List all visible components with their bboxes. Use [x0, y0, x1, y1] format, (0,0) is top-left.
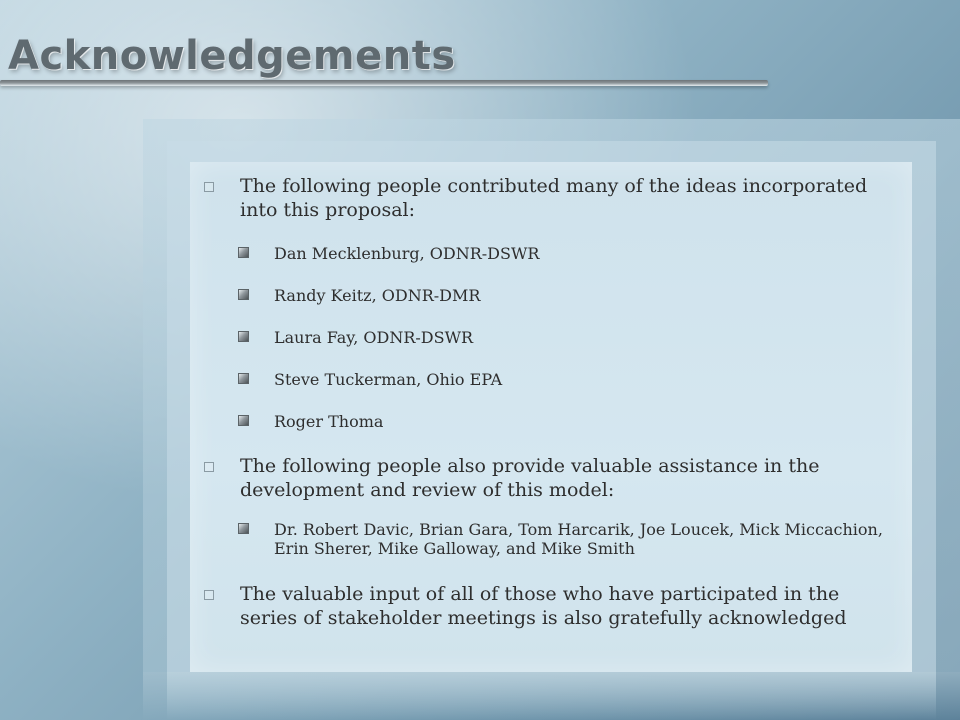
bullet-text: The following people also provide valuable assistance in the development and review of this model: [240, 455, 820, 501]
slide-title: Acknowledgements [8, 33, 456, 79]
bullet-text: The valuable input of all of those who have participated in the series of stakeholder meetings is also gratefully acknowledged [240, 583, 847, 629]
sub-bullet-item [190, 412, 902, 431]
title-underline [0, 80, 768, 86]
sub-bullet-item [190, 244, 902, 263]
bullet-text: The following people contributed many of the ideas incorporated into this proposal: [240, 175, 868, 221]
square-bullet-icon [204, 590, 214, 600]
sub-bullet-item [190, 286, 902, 305]
beveled-square-bullet-icon [238, 415, 249, 426]
assistant-names: Dr. Robert Davic, Brian Gara, Tom Harcarik, Joe Loucek, Mick Miccachion, Erin Sherer, Mike Galloway, and Mike Smith [274, 520, 883, 558]
sub-bullet-item [190, 328, 902, 347]
contributor-name: Randy Keitz, ODNR-DMR [274, 286, 481, 305]
bullet-point-assistance [190, 454, 902, 502]
beveled-square-bullet-icon [238, 289, 249, 300]
content-panel [190, 162, 912, 672]
bullet-point-stakeholders [190, 582, 902, 630]
square-bullet-icon [204, 462, 214, 472]
frame-reflection-bar [167, 672, 936, 720]
frame-reflection [143, 672, 960, 720]
bullet-point-contributors [190, 174, 902, 222]
beveled-square-bullet-icon [238, 247, 249, 258]
contributor-name: Roger Thoma [274, 412, 384, 431]
sub-bullet-item [190, 520, 902, 558]
contributor-name: Dan Mecklenburg, ODNR-DSWR [274, 244, 540, 263]
contributor-name: Steve Tuckerman, Ohio EPA [274, 370, 503, 389]
beveled-square-bullet-icon [238, 373, 249, 384]
beveled-square-bullet-icon [238, 331, 249, 342]
beveled-square-bullet-icon [238, 523, 249, 534]
contributor-name: Laura Fay, ODNR-DSWR [274, 328, 474, 347]
square-bullet-icon [204, 182, 214, 192]
sub-bullet-item [190, 370, 902, 389]
